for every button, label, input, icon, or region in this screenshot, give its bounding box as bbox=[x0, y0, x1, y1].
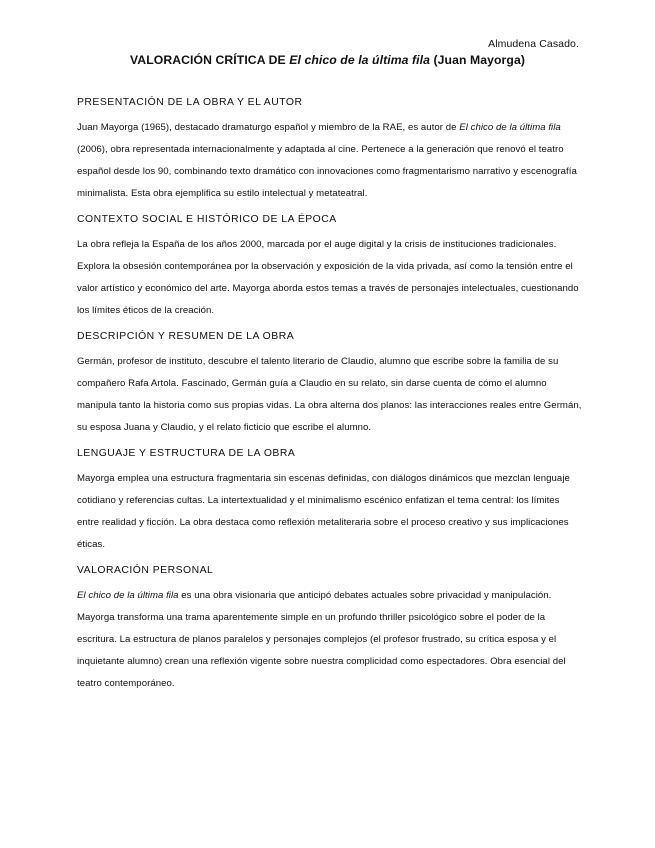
section-heading: DESCRIPCIÓN Y RESUMEN DE LA OBRA bbox=[77, 331, 295, 342]
section-heading: PRESENTACIÓN DE LA OBRA Y EL AUTOR bbox=[77, 97, 303, 108]
section-contexto bbox=[77, 213, 582, 322]
section-paragraph: Germán, profesor de instituto, descubre el talento literario de Claudio, alumno que escribe sobre la familia de su compañero Rafa Artola. Fascinado, Germán guía a Claudio en su relato, sin darse cuenta de cómo el alumno manipula tanto la historia como sus propias vidas. La obra alterna dos planos: las interacciones reales entre Germán, su esposa Juana y Claudio, y el relato ficticio que escribe el alumno. bbox=[77, 356, 582, 433]
section-valoracion bbox=[77, 564, 582, 695]
section-paragraph bbox=[77, 117, 582, 205]
paragraph-text: Juan Mayorga (1965), destacado dramaturgo español y miembro de la RAE, es autor de bbox=[77, 122, 460, 133]
paragraph-text: es una obra visionaria que anticipó debates actuales sobre privacidad y manipulación. Mayorga transforma una trama aparentemente simple en un profundo thriller psicológico sobre el poder de la escritura. La estructura de planos paralelos y personajes complejos (el profesor frustrado, su crítica esposa y el inquietante alumno) crean una reflexión vigente sobre nuestra complicidad como espectadores. Obra esencial del teatro contemporáneo. bbox=[77, 590, 566, 689]
section-heading: VALORACIÓN PERSONAL bbox=[77, 565, 214, 576]
title-suffix: (Juan Mayorga) bbox=[430, 53, 525, 67]
section-presentacion bbox=[77, 96, 582, 205]
section-heading: LENGUAJE Y ESTRUCTURA DE LA OBRA bbox=[77, 448, 296, 459]
title-prefix: VALORACIÓN CRÍTICA DE bbox=[129, 53, 290, 67]
section-paragraph: Mayorga emplea una estructura fragmentaria sin escenas definidas, con diálogos dinámicos que mezclan lenguaje cotidiano y referencias cultas. La intertextualidad y el minimalismo escénico enfatizan el tema central: los límites entre realidad y ficción. La obra destaca como reflexión metaliteraria sobre el proceso creativo y sus implicaciones éticas. bbox=[77, 473, 570, 550]
section-descripcion bbox=[77, 330, 582, 439]
section-heading: CONTEXTO SOCIAL E HISTÓRICO DE LA ÉPOCA bbox=[77, 214, 337, 225]
section-lenguaje bbox=[77, 447, 582, 556]
title-work: El chico de la última fila bbox=[289, 53, 431, 67]
document-title bbox=[0, 53, 655, 67]
work-title-italic: El chico de la última fila bbox=[459, 122, 561, 133]
document-body bbox=[77, 96, 582, 703]
paragraph-text: (2006), obra representada internacionalmente y adaptada al cine. Pertenece a la generación que renovó el teatro español desde los 90, combinando texto dramático con innovaciones como fragmentarismo narrativo y escenografía minimalista. Esta obra ejemplifica su estilo intelectual y metateatral. bbox=[77, 144, 577, 199]
section-paragraph bbox=[77, 585, 582, 695]
author-name: Almudena Casado. bbox=[488, 38, 579, 50]
section-paragraph: La obra refleja la España de los años 2000, marcada por el auge digital y la crisis de instituciones tradicionales. Explora la obsesión contemporánea por la observación y exposición de la vida privada, así como la tensión entre el valor artístico y económico del arte. Mayorga aborda estos temas a través de personajes intelectuales, cuestionando los límites éticos de la creación. bbox=[77, 239, 579, 316]
work-title-italic: El chico de la última fila bbox=[77, 590, 179, 601]
